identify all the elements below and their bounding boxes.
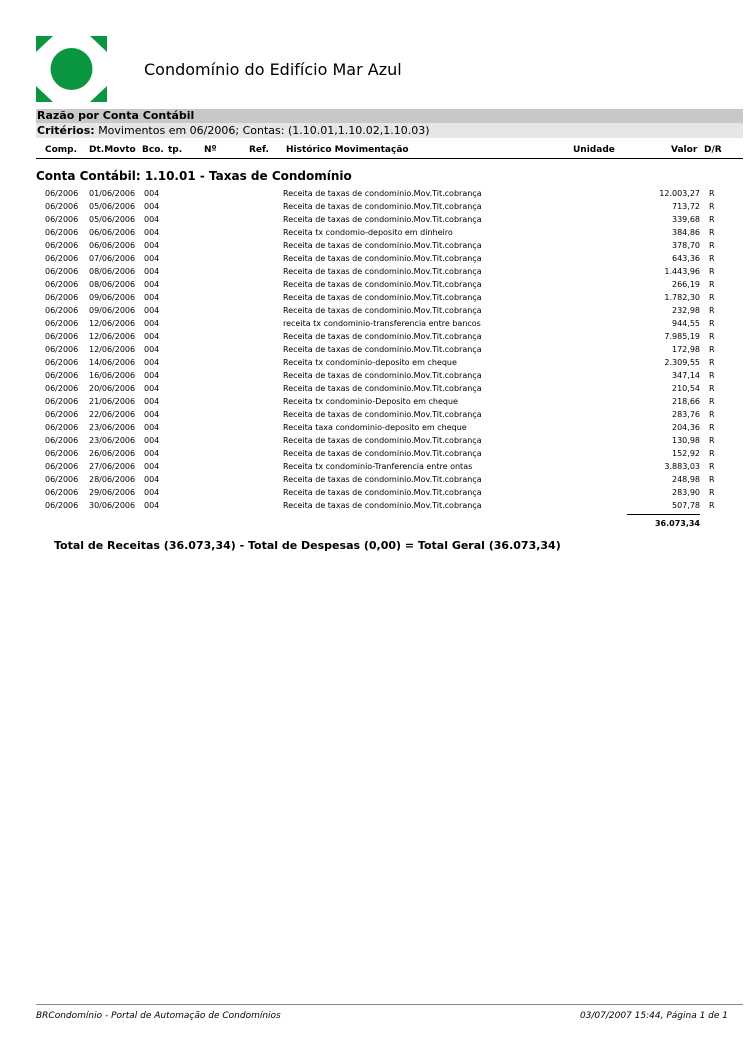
row-date: 29/06/2006 [89, 488, 136, 497]
row-date: 21/06/2006 [89, 397, 136, 406]
row-bank: 004 [144, 345, 160, 354]
row-dr: R [709, 189, 715, 198]
row-bank: 004 [144, 202, 160, 211]
row-history: Receita de taxas de condominio.Mov.Tit.cobrança [283, 241, 482, 250]
row-history: Receita tx condominio-Tranferencia entre ontas [283, 462, 473, 471]
col-tp: tp. [168, 145, 183, 155]
table-row [0, 421, 750, 434]
row-history: Receita de taxas de condominio.Mov.Tit.cobrança [283, 410, 482, 419]
row-date: 05/06/2006 [89, 215, 136, 224]
row-history: Receita tx condomio-deposito em dinheiro [283, 228, 453, 237]
row-value: 3.883,03 [664, 462, 700, 471]
row-bank: 004 [144, 319, 160, 328]
row-value: 507,78 [672, 501, 700, 510]
table-row [0, 447, 750, 460]
row-dr: R [709, 202, 715, 211]
row-comp: 06/2006 [45, 475, 79, 484]
row-comp: 06/2006 [45, 215, 79, 224]
row-dr: R [709, 488, 715, 497]
row-value: 210,54 [672, 384, 700, 393]
row-bank: 004 [144, 332, 160, 341]
row-comp: 06/2006 [45, 306, 79, 315]
row-dr: R [709, 267, 715, 276]
ledger-rows [0, 187, 750, 512]
row-value: 152,92 [672, 449, 700, 458]
row-bank: 004 [144, 306, 160, 315]
row-dr: R [709, 332, 715, 341]
row-dr: R [709, 410, 715, 419]
row-value: 339,68 [672, 215, 700, 224]
table-row [0, 304, 750, 317]
row-comp: 06/2006 [45, 228, 79, 237]
row-dr: R [709, 345, 715, 354]
row-value: 944,55 [672, 319, 700, 328]
row-date: 27/06/2006 [89, 462, 136, 471]
row-bank: 004 [144, 488, 160, 497]
row-date: 08/06/2006 [89, 280, 136, 289]
table-row [0, 330, 750, 343]
row-value: 1.443,96 [664, 267, 700, 276]
account-subtotal: 36.073,34 [654, 519, 700, 528]
col-ref: Ref. [249, 145, 269, 155]
table-row [0, 408, 750, 421]
table-row [0, 369, 750, 382]
footer-rule [36, 1004, 743, 1005]
row-date: 12/06/2006 [89, 345, 136, 354]
table-row [0, 317, 750, 330]
logo-corner-br [90, 86, 107, 102]
row-comp: 06/2006 [45, 449, 79, 458]
table-row [0, 226, 750, 239]
row-bank: 004 [144, 436, 160, 445]
report-title: Razão por Conta Contábil [36, 109, 743, 123]
row-comp: 06/2006 [45, 241, 79, 250]
row-history: Receita de taxas de condominio.Mov.Tit.cobrança [283, 332, 482, 341]
row-dr: R [709, 436, 715, 445]
row-comp: 06/2006 [45, 358, 79, 367]
row-value: 218,66 [672, 397, 700, 406]
row-dr: R [709, 462, 715, 471]
col-num: Nº [204, 145, 217, 155]
row-dr: R [709, 241, 715, 250]
footer-right: 03/07/2007 15:44, Página 1 de 1 [579, 1011, 728, 1021]
table-row [0, 291, 750, 304]
row-dr: R [709, 501, 715, 510]
row-bank: 004 [144, 267, 160, 276]
row-comp: 06/2006 [45, 436, 79, 445]
row-history: Receita de taxas de condominio.Mov.Tit.cobrança [283, 475, 482, 484]
company-logo [36, 36, 107, 102]
col-dr: D/R [704, 145, 722, 155]
row-value: 172,98 [672, 345, 700, 354]
table-row [0, 239, 750, 252]
row-dr: R [709, 293, 715, 302]
row-history: Receita taxa condominio-deposito em cheque [283, 423, 467, 432]
row-history: Receita de taxas de condominio.Mov.Tit.cobrança [283, 215, 482, 224]
row-comp: 06/2006 [45, 397, 79, 406]
row-bank: 004 [144, 358, 160, 367]
row-date: 16/06/2006 [89, 371, 136, 380]
row-date: 14/06/2006 [89, 358, 136, 367]
row-comp: 06/2006 [45, 410, 79, 419]
row-date: 12/06/2006 [89, 332, 136, 341]
row-bank: 004 [144, 293, 160, 302]
table-row [0, 499, 750, 512]
logo-corner-tl [36, 36, 53, 52]
row-bank: 004 [144, 189, 160, 198]
row-dr: R [709, 475, 715, 484]
table-row [0, 460, 750, 473]
row-dr: R [709, 280, 715, 289]
row-comp: 06/2006 [45, 293, 79, 302]
row-dr: R [709, 384, 715, 393]
row-history: Receita de taxas de condominio.Mov.Tit.cobrança [283, 488, 482, 497]
row-comp: 06/2006 [45, 189, 79, 198]
row-comp: 06/2006 [45, 488, 79, 497]
row-value: 1.782,30 [664, 293, 700, 302]
row-date: 09/06/2006 [89, 306, 136, 315]
row-dr: R [709, 423, 715, 432]
table-row [0, 395, 750, 408]
row-bank: 004 [144, 228, 160, 237]
row-comp: 06/2006 [45, 332, 79, 341]
row-value: 283,76 [672, 410, 700, 419]
row-dr: R [709, 319, 715, 328]
row-bank: 004 [144, 397, 160, 406]
row-date: 05/06/2006 [89, 202, 136, 211]
row-bank: 004 [144, 371, 160, 380]
row-history: Receita de taxas de condominio.Mov.Tit.cobrança [283, 345, 482, 354]
row-comp: 06/2006 [45, 202, 79, 211]
row-date: 09/06/2006 [89, 293, 136, 302]
row-value: 12.003,27 [659, 189, 700, 198]
row-dr: R [709, 228, 715, 237]
col-hist: Histórico Movimentação [286, 145, 409, 155]
criteria-label: Critérios: [37, 124, 95, 137]
account-title: Conta Contábil: 1.10.01 - Taxas de Condomínio [36, 169, 352, 183]
table-row [0, 200, 750, 213]
col-comp: Comp. [45, 145, 78, 155]
row-date: 30/06/2006 [89, 501, 136, 510]
row-bank: 004 [144, 215, 160, 224]
row-date: 28/06/2006 [89, 475, 136, 484]
row-bank: 004 [144, 254, 160, 263]
table-row [0, 278, 750, 291]
row-date: 22/06/2006 [89, 410, 136, 419]
row-history: Receita tx condominio-deposito em cheque [283, 358, 457, 367]
row-comp: 06/2006 [45, 462, 79, 471]
row-history: Receita de taxas de condominio.Mov.Tit.cobrança [283, 501, 482, 510]
row-dr: R [709, 371, 715, 380]
row-bank: 004 [144, 384, 160, 393]
row-date: 23/06/2006 [89, 436, 136, 445]
row-date: 08/06/2006 [89, 267, 136, 276]
row-dr: R [709, 306, 715, 315]
grand-total: Total de Receitas (36.073,34) - Total de Despesas (0,00) = Total Geral (36.073,34) [54, 539, 561, 552]
logo-corner-tr [90, 36, 107, 52]
table-row [0, 213, 750, 226]
table-row [0, 382, 750, 395]
row-history: Receita tx condominio-Deposito em cheque [283, 397, 458, 406]
row-value: 283,90 [672, 488, 700, 497]
row-date: 20/06/2006 [89, 384, 136, 393]
row-dr: R [709, 397, 715, 406]
row-value: 266,19 [672, 280, 700, 289]
criteria-value: Movimentos em 06/2006; Contas: (1.10.01,1.10.02,1.10.03) [98, 124, 430, 137]
row-dr: R [709, 254, 715, 263]
table-row [0, 187, 750, 200]
row-value: 713,72 [672, 202, 700, 211]
row-comp: 06/2006 [45, 280, 79, 289]
row-history: Receita de taxas de condominio.Mov.Tit.cobrança [283, 202, 482, 211]
row-history: Receita de taxas de condominio.Mov.Tit.cobrança [283, 293, 482, 302]
row-value: 248,98 [672, 475, 700, 484]
row-date: 12/06/2006 [89, 319, 136, 328]
row-comp: 06/2006 [45, 384, 79, 393]
row-value: 7.985,19 [664, 332, 700, 341]
row-bank: 004 [144, 449, 160, 458]
footer-left: BRCondomínio - Portal de Automação de Condomínios [36, 1011, 281, 1021]
row-comp: 06/2006 [45, 371, 79, 380]
company-name: Condomínio do Edifício Mar Azul [144, 60, 402, 79]
row-dr: R [709, 449, 715, 458]
table-row [0, 434, 750, 447]
logo-corner-bl [36, 86, 53, 102]
row-bank: 004 [144, 462, 160, 471]
row-date: 06/06/2006 [89, 228, 136, 237]
row-date: 07/06/2006 [89, 254, 136, 263]
row-comp: 06/2006 [45, 267, 79, 276]
row-comp: 06/2006 [45, 254, 79, 263]
row-comp: 06/2006 [45, 345, 79, 354]
row-bank: 004 [144, 501, 160, 510]
row-history: Receita de taxas de condominio.Mov.Tit.cobrança [283, 254, 482, 263]
row-value: 643,36 [672, 254, 700, 263]
row-value: 130,98 [672, 436, 700, 445]
row-history: Receita de taxas de condominio.Mov.Tit.cobrança [283, 306, 482, 315]
row-value: 347,14 [672, 371, 700, 380]
row-history: Receita de taxas de condominio.Mov.Tit.cobrança [283, 449, 482, 458]
row-date: 26/06/2006 [89, 449, 136, 458]
row-comp: 06/2006 [45, 423, 79, 432]
row-bank: 004 [144, 423, 160, 432]
row-value: 232,98 [672, 306, 700, 315]
row-value: 384,86 [672, 228, 700, 237]
row-dr: R [709, 358, 715, 367]
row-comp: 06/2006 [45, 319, 79, 328]
table-row [0, 486, 750, 499]
row-history: Receita de taxas de condominio.Mov.Tit.cobrança [283, 384, 482, 393]
table-row [0, 473, 750, 486]
col-dt: Dt.Movto [89, 145, 136, 155]
row-history: Receita de taxas de condominio.Mov.Tit.cobrança [283, 371, 482, 380]
row-history: Receita de taxas de condominio.Mov.Tit.cobrança [283, 267, 482, 276]
row-history: Receita de taxas de condominio.Mov.Tit.cobrança [283, 189, 482, 198]
header-rule [36, 158, 743, 159]
row-bank: 004 [144, 475, 160, 484]
row-value: 2.309,55 [664, 358, 700, 367]
row-history: receita tx condominio-transferencia entre bancos [283, 319, 481, 328]
table-row [0, 356, 750, 369]
table-row [0, 343, 750, 356]
row-comp: 06/2006 [45, 501, 79, 510]
row-value: 204,36 [672, 423, 700, 432]
row-bank: 004 [144, 280, 160, 289]
col-valor: Valor [671, 145, 698, 155]
row-date: 01/06/2006 [89, 189, 136, 198]
row-history: Receita de taxas de condominio.Mov.Tit.cobrança [283, 436, 482, 445]
row-bank: 004 [144, 410, 160, 419]
criteria-bar [36, 123, 743, 138]
row-bank: 004 [144, 241, 160, 250]
row-date: 23/06/2006 [89, 423, 136, 432]
subtotal-rule [627, 514, 700, 515]
row-history: Receita de taxas de condominio.Mov.Tit.cobrança [283, 280, 482, 289]
row-date: 06/06/2006 [89, 241, 136, 250]
logo-circle [51, 48, 93, 90]
row-dr: R [709, 215, 715, 224]
col-bco: Bco. [142, 145, 164, 155]
table-row [0, 252, 750, 265]
table-row [0, 265, 750, 278]
row-value: 378,70 [672, 241, 700, 250]
col-unidade: Unidade [573, 145, 615, 155]
